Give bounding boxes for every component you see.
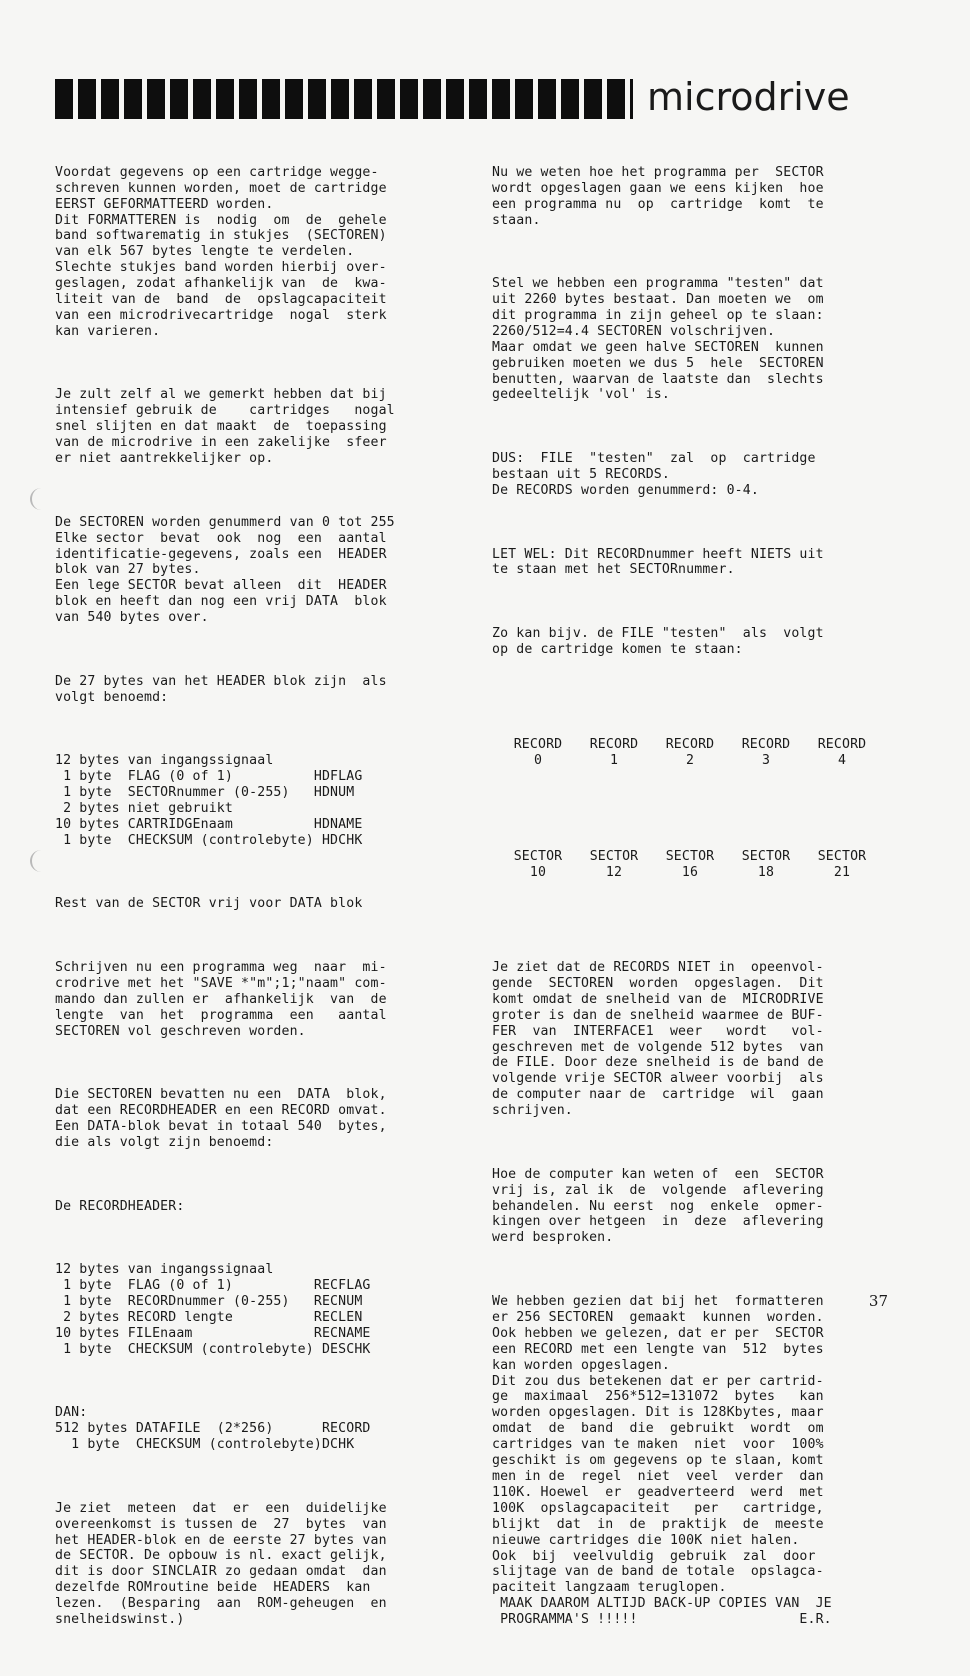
paragraph: Je ziet meteen dat er een duidelijke overeenkomst is tussen de 27 bytes van het HEADER-blok en de eerste 27 bytes van de SECTOR. De opbouw is nl. exact gelijk, dit is door SINCLAIR zo gedaan omdat dan dezelfde ROMroutine beide HEADERS kan lezen. (Besparing aan ROM-geheugen en snelheidswinst.) <box>55 1500 387 1628</box>
record-number-row <box>500 737 892 769</box>
record-cell: RECORD 0 <box>513 737 563 769</box>
paragraph: Schrijven nu een programma weg naar mi- crodrive met het "SAVE *"m";1;"naam" com- mando dan zullen er afhankelijk van de lengte van het programma een aantal SECTOREN vol geschreven worden. <box>55 960 387 1039</box>
paragraph: Die SECTOREN bevatten nu een DATA blok, dat een RECORDHEADER en een RECORD omvat. Een DATA-blok bevat in totaal 540 bytes, die als volgt zijn benoemd: <box>55 1087 387 1150</box>
paragraph: De 27 bytes van het HEADER blok zijn als volgt benoemd: <box>55 673 387 705</box>
record-cell: RECORD 4 <box>817 737 867 769</box>
subheading: De RECORDHEADER: <box>55 1198 185 1214</box>
page-number: 37 <box>868 1292 888 1310</box>
sector-cell: SECTOR 16 <box>665 848 715 880</box>
paragraph: Je zult zelf al we gemerkt hebben dat bij intensief gebruik de cartridges nogal snel slijten en dat maakt de toepassing van de microdrive in een zakelijke sfeer er niet aantrekkelijker op. <box>55 387 395 467</box>
paragraph: Zo kan bijv. de FILE "testen" als volgt op de cartridge komen te staan: <box>492 626 824 657</box>
recordheader-field-table: 12 bytes van ingangssignaal 1 byte FLAG (0 of 1) RECFLAG 1 byte RECORDnummer (0-255) RECNUM 2 bytes RECORD lengte RECLEN 10 bytes FILEnaam RECNAME 1 byte CHECKSUM (controlebyte) DESCHK <box>55 1262 371 1357</box>
paragraph: Rest van de SECTOR vrij voor DATA blok <box>55 896 363 912</box>
section-title: microdrive <box>647 75 850 119</box>
sector-cell: SECTOR 12 <box>589 848 639 880</box>
sector-cell: SECTOR 21 <box>817 848 867 880</box>
header-stripe-bar <box>55 79 633 119</box>
paragraph: Stel we hebben een programma "testen" dat uit 2260 bytes bestaat. Dan moeten we om dit programma in zijn geheel op te slaan: 2260/512=4.4 SECTOREN volschrijven. Maar omdat we geen halve SECTOREN kunnen gebruiken moeten we dus 5 hele SECTOREN benutten, waarvan de laatste dan slechts gedeeltelijk 'vol' is. <box>492 276 824 403</box>
header-field-table: 12 bytes van ingangssignaal 1 byte FLAG (0 of 1) HDFLAG 1 byte SECTORnummer (0-255) HDNUM 2 bytes niet gebruikt 10 bytes CARTRIDGEnaam HDNAME 1 byte CHECKSUM (controlebyte) HDCHK <box>55 753 363 848</box>
punch-hole-mark <box>30 488 52 510</box>
paragraph: Nu we weten hoe het programma per SECTOR wordt opgeslagen gaan we eens kijken hoe een programma nu op cartridge komt te staan. <box>492 164 824 228</box>
paragraph: Voordat gegevens op een cartridge wegge- schreven kunnen worden, moet de cartridge EERST GEFORMATTEERD worden. Dit FORMATTEREN is nodig om de gehele band softwarematig in stukjes (SECTOREN) van elk 567 bytes lengte te verdelen. Slechte stukjes band worden hierbij over- geslagen, zodat afhankelijk van de kwa- liteit van de band de opslagcapaciteit van een microdrivecartridge nogal sterk kan varieren. <box>55 164 387 339</box>
left-column <box>55 133 455 1676</box>
record-cell: RECORD 2 <box>665 737 715 769</box>
sector-number-row <box>500 849 892 881</box>
sector-cell: SECTOR 18 <box>741 848 791 880</box>
sector-cell: SECTOR 10 <box>513 848 563 880</box>
record-cell: RECORD 1 <box>589 737 639 769</box>
paragraph: De SECTOREN worden genummerd van 0 tot 255 Elke sector bevat ook nog een aantal identificatie-gegevens, zoals een HEADER blok van 27 bytes. Een lege SECTOR bevat alleen dit HEADER blok en heeft dan nog een vrij DATA blok van 540 bytes over. <box>55 514 395 626</box>
right-column <box>492 133 892 1676</box>
record-cell: RECORD 3 <box>741 737 791 769</box>
punch-hole-mark <box>30 850 52 872</box>
paragraph: We hebben gezien dat bij het formatteren er 256 SECTOREN gemaakt kunnen worden. Ook hebben we gelezen, dat er per SECTOR een RECORD met een lengte van 512 bytes kan worden opgeslagen. Dit zou dus betekenen dat er per cartrid- ge maximaal 256*512=131072 bytes kan worden opgeslagen. Dit is 128Kbytes, maar omdat de band die gebruikt wordt om cartridges van te maken niet voor 100% geschikt is om gegevens op te slaan, komt men in de regel niet veel verder dan 110K. Hoewel er geadverteerd werd met 100K opslagcapaciteit per cartridge, blijkt dat in de praktijk de meeste nieuwe cartridges die 100K niet halen. Ook bij veelvuldig gebruik zal door slijtage van de band de totale opslagca- paciteit langzaam teruglopen. MAAK DAAROM ALTIJD BACK-UP COPIES VAN JE PROGRAMMA'S !!!!! E.R. <box>492 1294 832 1628</box>
paragraph: Je ziet dat de RECORDS NIET in opeenvol- gende SECTOREN worden opgeslagen. Dit komt omdat de snelheid van de MICRODRIVE groter is dan de snelheid waarmee de BUF- FER van INTERFACE1 weer wordt vol- geschreven met de volgende 512 bytes van de FILE. Door deze snelheid is de band de volgende vrije SECTOR alweer voorbij als de computer naar de cartridge wil gaan schrijven. <box>492 960 824 1119</box>
paragraph: Hoe de computer kan weten of een SECTOR vrij is, zal ik de volgende aflevering behandelen. Nu eerst nog enkele opmer- kingen over hetgeen in deze aflevering werd besproken. <box>492 1166 824 1246</box>
section-header <box>55 75 890 120</box>
paragraph: LET WEL: Dit RECORDnummer heeft NIETS uit te staan met het SECTORnummer. <box>492 546 824 578</box>
paragraph: DUS: FILE "testen" zal op cartridge bestaan uit 5 RECORDS. De RECORDS worden genummerd: 0-4. <box>492 451 816 498</box>
datafile-field-table: DAN: 512 bytes DATAFILE (2*256) RECORD 1 byte CHECKSUM (controlebyte)DCHK <box>55 1405 371 1453</box>
